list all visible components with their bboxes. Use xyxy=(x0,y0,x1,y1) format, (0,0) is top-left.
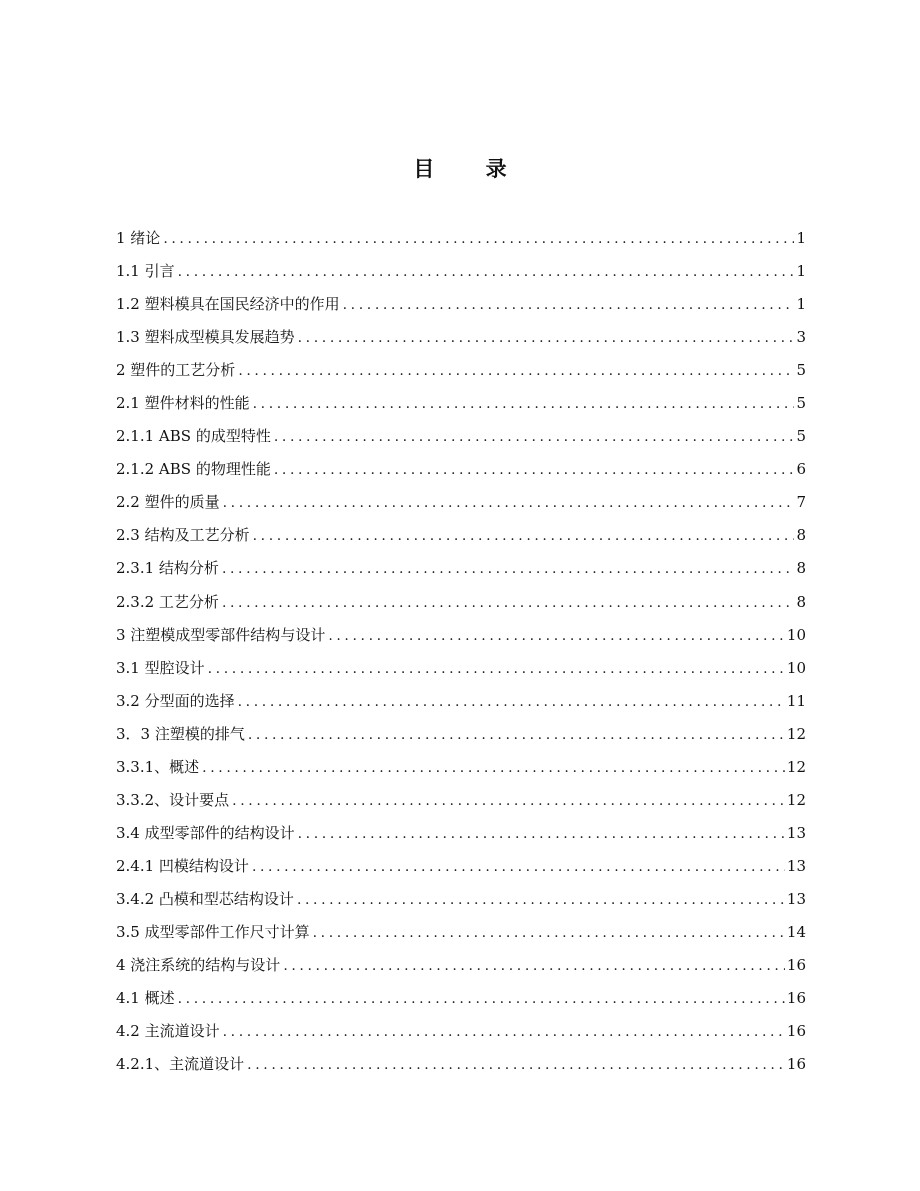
toc-entry-label: 4.1 概述 xyxy=(116,989,175,1008)
toc-entry-page: 8 xyxy=(796,559,806,578)
toc-dot-leader xyxy=(178,984,785,1014)
toc-entry-page: 3 xyxy=(796,328,806,347)
toc-dot-leader xyxy=(283,951,785,981)
toc-entry-label: 2 塑件的工艺分析 xyxy=(116,361,236,380)
toc-entry-page: 16 xyxy=(786,989,806,1008)
toc-entry[interactable] xyxy=(116,1049,806,1082)
toc-entry-label: 3.2 分型面的选择 xyxy=(116,691,235,710)
toc-entry[interactable] xyxy=(116,686,806,719)
toc-dot-leader xyxy=(297,885,785,915)
toc-entry-label: 3.4 成型零部件的结构设计 xyxy=(116,823,295,842)
toc-entry-page: 13 xyxy=(786,856,806,875)
toc-entry[interactable] xyxy=(116,884,806,917)
toc-entry-page: 5 xyxy=(796,427,806,446)
toc-entry-page: 5 xyxy=(796,394,806,413)
toc-entry[interactable] xyxy=(116,653,806,686)
toc-entry-page: 8 xyxy=(796,526,806,545)
toc-entry[interactable] xyxy=(116,421,806,454)
toc-dot-leader xyxy=(298,819,785,849)
toc-entry-label: 3.5 成型零部件工作尺寸计算 xyxy=(116,922,310,941)
toc-entry[interactable] xyxy=(116,322,806,355)
toc-entry-page: 11 xyxy=(786,691,806,710)
toc-dot-leader xyxy=(274,422,795,452)
toc-entry-page: 16 xyxy=(786,956,806,975)
toc-entry-page: 13 xyxy=(786,889,806,908)
toc-entry[interactable] xyxy=(116,950,806,983)
toc-dot-leader xyxy=(248,720,785,750)
toc-dot-leader xyxy=(222,588,795,618)
toc-entry[interactable] xyxy=(116,917,806,950)
toc-entry[interactable] xyxy=(116,818,806,851)
toc-dot-leader xyxy=(298,323,795,353)
toc-dot-leader xyxy=(223,1017,785,1047)
toc-entry-label: 3.3.2、设计要点 xyxy=(116,790,230,809)
toc-dot-leader xyxy=(252,852,785,882)
toc-list xyxy=(116,223,806,1082)
toc-entry-label: 1.1 引言 xyxy=(116,262,175,281)
toc-entry-page: 7 xyxy=(796,493,806,512)
toc-dot-leader xyxy=(223,488,795,518)
toc-dot-leader xyxy=(222,554,795,584)
toc-entry-label: 3.3.1、概述 xyxy=(116,757,200,776)
toc-dot-leader xyxy=(247,1050,785,1080)
toc-dot-leader xyxy=(238,356,794,386)
toc-dot-leader xyxy=(274,455,795,485)
toc-entry[interactable] xyxy=(116,785,806,818)
toc-entry-page: 12 xyxy=(786,724,806,743)
toc-dot-leader xyxy=(178,257,795,287)
toc-entry[interactable] xyxy=(116,620,806,653)
toc-entry[interactable] xyxy=(116,454,806,487)
toc-dot-leader xyxy=(253,389,795,419)
toc-dot-leader xyxy=(202,753,785,783)
toc-entry-label: 4.2.1、主流道设计 xyxy=(116,1055,245,1074)
toc-entry[interactable] xyxy=(116,223,806,256)
toc-dot-leader xyxy=(238,687,785,717)
toc-entry-label: 1.2 塑料模具在国民经济中的作用 xyxy=(116,295,340,314)
toc-entry-label: 2.1.1 ABS 的成型特性 xyxy=(116,427,271,446)
toc-entry[interactable] xyxy=(116,719,806,752)
toc-dot-leader xyxy=(313,918,785,948)
toc-entry-label: 3 注塑模成型零部件结构与设计 xyxy=(116,625,326,644)
toc-entry-page: 10 xyxy=(786,625,806,644)
toc-entry-label: 2.2 塑件的质量 xyxy=(116,493,220,512)
toc-entry[interactable] xyxy=(116,1016,806,1049)
toc-entry[interactable] xyxy=(116,289,806,322)
toc-entry-page: 5 xyxy=(796,361,806,380)
toc-entry[interactable] xyxy=(116,388,806,421)
toc-entry[interactable] xyxy=(116,587,806,620)
toc-entry[interactable] xyxy=(116,520,806,553)
toc-entry[interactable] xyxy=(116,553,806,586)
toc-entry[interactable] xyxy=(116,355,806,388)
toc-entry-label: 3.1 型腔设计 xyxy=(116,658,205,677)
toc-entry-page: 12 xyxy=(786,790,806,809)
toc-entry-label: 3.4.2 凸模和型芯结构设计 xyxy=(116,889,294,908)
toc-entry[interactable] xyxy=(116,851,806,884)
toc-title: 目 录 xyxy=(413,157,529,181)
toc-entry-page: 14 xyxy=(786,922,806,941)
toc-entry-page: 12 xyxy=(786,757,806,776)
toc-entry-label: 2.3.2 工艺分析 xyxy=(116,592,219,611)
toc-entry[interactable] xyxy=(116,983,806,1016)
toc-entry-page: 1 xyxy=(796,229,806,247)
toc-dot-leader xyxy=(328,621,785,651)
toc-entry-label: 2.3.1 结构分析 xyxy=(116,559,219,578)
toc-dot-leader xyxy=(253,521,795,551)
toc-entry-label: 2.4.1 凹模结构设计 xyxy=(116,856,249,875)
toc-entry-page: 10 xyxy=(786,658,806,677)
toc-dot-leader xyxy=(343,290,795,320)
toc-entry-page: 13 xyxy=(786,823,806,842)
toc-entry-page: 1 xyxy=(796,262,806,281)
toc-entry[interactable] xyxy=(116,487,806,520)
toc-entry-page: 6 xyxy=(796,460,806,479)
toc-dot-leader xyxy=(208,654,785,684)
toc-entry-label: 4 浇注系统的结构与设计 xyxy=(116,956,281,975)
toc-entry-label: 1.3 塑料成型模具发展趋势 xyxy=(116,328,295,347)
toc-entry-label: 4.2 主流道设计 xyxy=(116,1022,220,1041)
toc-dot-leader xyxy=(232,786,785,816)
toc-entry[interactable] xyxy=(116,256,806,289)
toc-entry-page: 16 xyxy=(786,1022,806,1041)
toc-entry-page: 16 xyxy=(786,1055,806,1074)
toc-entry-page: 8 xyxy=(796,592,806,611)
toc-entry-label: 2.1 塑件材料的性能 xyxy=(116,394,250,413)
toc-entry-label: 2.3 结构及工艺分析 xyxy=(116,526,250,545)
toc-entry-label: 3．3 注塑模的排气 xyxy=(116,724,245,743)
toc-entry-label: 2.1.2 ABS 的物理性能 xyxy=(116,460,271,479)
toc-entry-page: 1 xyxy=(796,295,806,314)
toc-entry[interactable] xyxy=(116,752,806,785)
toc-entry-label: 1 绪论 xyxy=(116,229,161,247)
toc-dot-leader xyxy=(163,224,794,254)
